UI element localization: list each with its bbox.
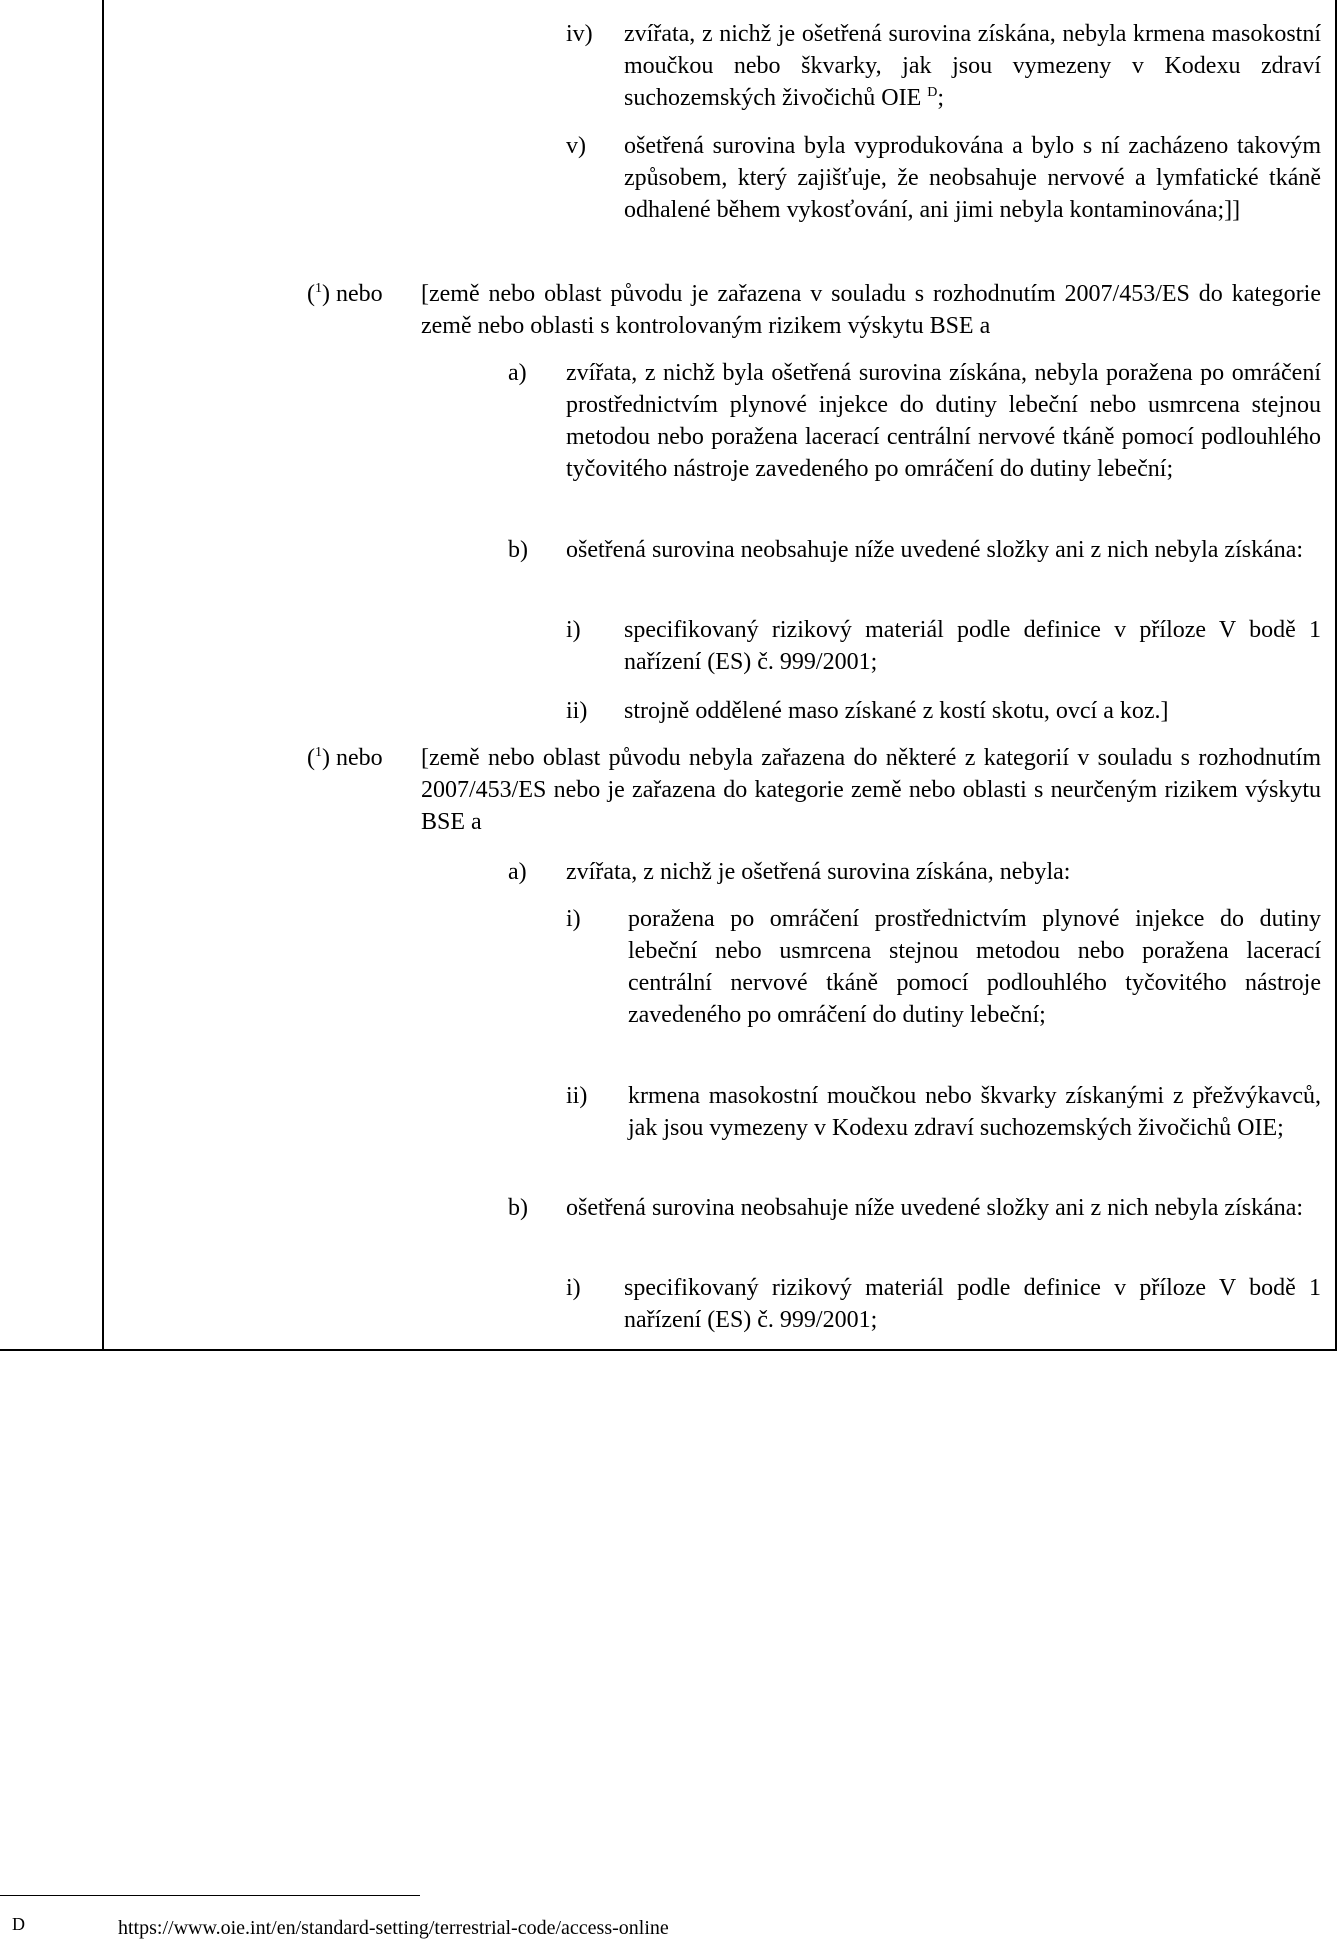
subitem-text-i: specifikovaný rizikový materiál podle definice v příloze V bodě 1 nařízení (ES) č. 999/2001; <box>624 617 1321 675</box>
item-text-iv: zvířata, z nichž je ošetřená surovina získána, nebyla krmena masokostní moučkou nebo škvarky, jak jsou vymezeny v Kodexu zdraví suchozemských živočichů OIE $^D$; <box>624 21 1321 111</box>
subitem-text-ii: krmena masokostní moučkou nebo škvarky získanými z přežvýkavců, jak jsou vymezeny v Kodexu zdraví suchozemských živočichů OIE; <box>628 1083 1321 1141</box>
item-label-v: v) <box>566 133 586 159</box>
column-divider <box>102 0 104 1351</box>
subitem-text-ii: strojně oddělené maso získané z kostí skotu, ovcí a koz.] <box>624 698 1169 724</box>
item-text-v: ošetřená surovina byla vyprodukována a bylo s ní zacházeno takovým způsobem, který zajišťuje, že neobsahuje nervové a lymfatické tkáně odhalené během vykosťování, ani jimi nebyla kontaminována;]] <box>624 133 1321 223</box>
item-text-b: ošetřená surovina neobsahuje níže uvedené složky ani z nich nebyla získána: <box>566 537 1304 563</box>
option-text-controlled: [země nebo oblast původu je zařazena v souladu s rozhodnutím 2007/453/ES do kategorie země nebo oblasti s kontrolovaným rizikem výskytu BSE a <box>421 281 1321 339</box>
item-label-b: b) <box>508 1195 528 1221</box>
item-text-a: zvířata, z nichž byla ošetřená surovina získána, nebyla poražena po omráčení prostřednictvím plynové injekce do dutiny lebeční nebo usmrcena stejnou metodou nebo poražena lacerací centrální nervové tkáně pomocí podlouhlého tyčovitého nástroje zavedeného po omráčení do dutiny lebeční; <box>566 360 1321 482</box>
footnote-ref-1: 1 <box>315 745 322 760</box>
footnote-url[interactable]: https://www.oie.int/en/standard-setting/terrestrial-code/access-online <box>118 1917 669 1939</box>
item-label-a: a) <box>508 360 527 386</box>
item-text-b: ošetřená surovina neobsahuje níže uvedené složky ani z nich nebyla získána: <box>566 1195 1304 1221</box>
footnote-ref-1: 1 <box>315 281 322 296</box>
subitem-label-i: i) <box>566 617 581 643</box>
item-label-a: a) <box>508 859 527 885</box>
item-text-a: zvířata, z nichž je ošetřená surovina získána, nebyla: <box>566 859 1071 885</box>
item-label-iv: iv) <box>566 21 593 47</box>
subitem-label-i: i) <box>566 906 581 932</box>
option-text-undetermined: [země nebo oblast původu nebyla zařazena do některé z kategorií v souladu s rozhodnutím 2007/453/ES nebo je zařazena do kategorie země nebo oblasti s neurčeným rizikem výskytu BSE a <box>421 745 1321 835</box>
option-label-controlled: ($^1$) nebo <box>307 281 383 307</box>
footnote-separator <box>0 1895 420 1896</box>
subitem-label-ii: ii) <box>566 698 588 724</box>
footnote-ref-d: D <box>927 85 938 100</box>
item-label-b: b) <box>508 537 528 563</box>
subitem-text-i: poražena po omráčení prostřednictvím plynové injekce do dutiny lebeční nebo usmrcena stejnou metodou nebo poražena lacerací centrální nervové tkáně pomocí podlouhlého tyčovitého nástroje zavedeného po omráčení do dutiny lebeční; <box>628 906 1321 1028</box>
subitem-text-i: specifikovaný rizikový materiál podle definice v příloze V bodě 1 nařízení (ES) č. 999/2001; <box>624 1275 1321 1333</box>
subitem-label-ii: ii) <box>566 1083 588 1109</box>
subitem-label-i: i) <box>566 1275 581 1301</box>
footnote-marker: D <box>12 1914 25 1934</box>
option-label-undetermined: ($^1$) nebo <box>307 745 383 771</box>
